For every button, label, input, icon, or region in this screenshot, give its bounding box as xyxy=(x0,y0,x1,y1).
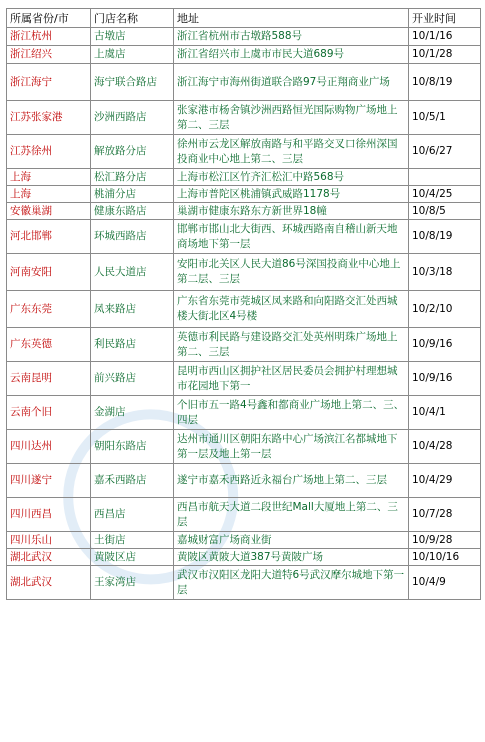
open-date-cell: 10/4/9 xyxy=(409,566,481,600)
store-name-cell: 王家湾店 xyxy=(91,566,174,600)
province-cell: 四川西昌 xyxy=(7,498,91,532)
address-cell: 上海市普陀区桃浦镇武威路1178号 xyxy=(174,186,409,203)
province-cell: 江苏张家港 xyxy=(7,101,91,135)
header-address: 地址 xyxy=(174,9,409,28)
store-name-cell: 利民路店 xyxy=(91,328,174,362)
open-date-cell: 10/2/10 xyxy=(409,291,481,328)
province-cell: 湖北武汉 xyxy=(7,549,91,566)
table-row xyxy=(7,135,481,169)
store-name-cell: 人民大道店 xyxy=(91,254,174,291)
address-cell: 达州市通川区朝阳东路中心广场滨江名都城地下第一层及地上第一层 xyxy=(174,430,409,464)
header-province: 所属省份/市 xyxy=(7,9,91,28)
table-row xyxy=(7,254,481,291)
table-row xyxy=(7,291,481,328)
address-cell: 嘉城财富广场商业街 xyxy=(174,532,409,549)
table-row xyxy=(7,362,481,396)
province-cell: 广东东莞 xyxy=(7,291,91,328)
table-row xyxy=(7,46,481,64)
store-name-cell: 黄陂区店 xyxy=(91,549,174,566)
store-name-cell: 松汇路分店 xyxy=(91,169,174,186)
open-date-cell: 10/4/25 xyxy=(409,186,481,203)
province-cell: 安徽巢湖 xyxy=(7,203,91,220)
province-cell: 四川达州 xyxy=(7,430,91,464)
table-row xyxy=(7,186,481,203)
store-name-cell: 嘉禾西路店 xyxy=(91,464,174,498)
open-date-cell: 10/4/1 xyxy=(409,396,481,430)
store-name-cell: 土街店 xyxy=(91,532,174,549)
open-date-cell: 10/9/28 xyxy=(409,532,481,549)
store-name-cell: 环城西路店 xyxy=(91,220,174,254)
open-date-cell: 10/7/28 xyxy=(409,498,481,532)
address-cell: 个旧市五一路4号鑫和都商业广场地上第二、三、四层 xyxy=(174,396,409,430)
province-cell: 河南安阳 xyxy=(7,254,91,291)
address-cell: 黄陂区黄陂大道387号黄陂广场 xyxy=(174,549,409,566)
province-cell: 浙江杭州 xyxy=(7,28,91,46)
open-date-cell: 10/3/18 xyxy=(409,254,481,291)
table-row xyxy=(7,28,481,46)
open-date-cell: 10/4/29 xyxy=(409,464,481,498)
table-row xyxy=(7,549,481,566)
table-row xyxy=(7,498,481,532)
address-cell: 巢湖市健康东路东方新世界18幢 xyxy=(174,203,409,220)
store-name-cell: 凤来路店 xyxy=(91,291,174,328)
open-date-cell: 10/8/19 xyxy=(409,64,481,101)
store-name-cell: 西昌店 xyxy=(91,498,174,532)
store-name-cell: 健康东路店 xyxy=(91,203,174,220)
store-name-cell: 朝阳东路店 xyxy=(91,430,174,464)
address-cell: 英德市利民路与建设路交汇处英州明珠广场地上第二、三层 xyxy=(174,328,409,362)
open-date-cell: 10/9/16 xyxy=(409,328,481,362)
open-date-cell: 10/4/28 xyxy=(409,430,481,464)
province-cell: 云南昆明 xyxy=(7,362,91,396)
store-name-cell: 桃浦分店 xyxy=(91,186,174,203)
table-row xyxy=(7,169,481,186)
table-row xyxy=(7,464,481,498)
province-cell: 四川遂宁 xyxy=(7,464,91,498)
province-cell: 江苏徐州 xyxy=(7,135,91,169)
open-date-cell: 10/8/19 xyxy=(409,220,481,254)
address-cell: 邯郸市邯山北大街西、环城西路南自稽山新天地商场地下第一层 xyxy=(174,220,409,254)
address-cell: 安阳市北关区人民大道86号深国投商业中心地上第二层、三层 xyxy=(174,254,409,291)
address-cell: 武汉市汉阳区龙阳大道特6号武汉摩尔城地下第一层 xyxy=(174,566,409,600)
address-cell: 浙江省绍兴市上虞市市民大道689号 xyxy=(174,46,409,64)
open-date-cell: 10/6/27 xyxy=(409,135,481,169)
province-cell: 云南个旧 xyxy=(7,396,91,430)
province-cell: 浙江海宁 xyxy=(7,64,91,101)
address-cell: 广东省东莞市莞城区凤来路和向阳路交汇处西城楼大街北区4号楼 xyxy=(174,291,409,328)
table-row xyxy=(7,566,481,600)
store-table xyxy=(6,8,481,600)
open-date-cell: 10/8/5 xyxy=(409,203,481,220)
open-date-cell xyxy=(409,169,481,186)
table-body xyxy=(7,28,481,600)
store-name-cell: 前兴路店 xyxy=(91,362,174,396)
open-date-cell: 10/1/16 xyxy=(409,28,481,46)
store-name-cell: 沙洲西路店 xyxy=(91,101,174,135)
table-row xyxy=(7,64,481,101)
address-cell: 张家港市杨舍镇沙洲西路恒光国际购物广场地上第二、三层 xyxy=(174,101,409,135)
address-cell: 上海市松江区竹齐汇松汇中路568号 xyxy=(174,169,409,186)
table-row xyxy=(7,532,481,549)
store-name-cell: 古墩店 xyxy=(91,28,174,46)
header-open-date: 开业时间 xyxy=(409,9,481,28)
address-cell: 浙江省杭州市古墩路588号 xyxy=(174,28,409,46)
table-row xyxy=(7,203,481,220)
province-cell: 四川乐山 xyxy=(7,532,91,549)
table-header-row xyxy=(7,9,481,28)
store-name-cell: 上虞店 xyxy=(91,46,174,64)
header-store-name: 门店名称 xyxy=(91,9,174,28)
address-cell: 浙江海宁市海州街道联合路97号正翔商业广场 xyxy=(174,64,409,101)
table-row xyxy=(7,328,481,362)
table-row xyxy=(7,430,481,464)
address-cell: 徐州市云龙区解放南路与和平路交叉口徐州深国投商业中心地上第二、三层 xyxy=(174,135,409,169)
store-name-cell: 海宁联合路店 xyxy=(91,64,174,101)
table-row xyxy=(7,396,481,430)
address-cell: 遂宁市嘉禾西路近永福台广场地上第二、三层 xyxy=(174,464,409,498)
open-date-cell: 10/9/16 xyxy=(409,362,481,396)
table-row xyxy=(7,220,481,254)
province-cell: 上海 xyxy=(7,186,91,203)
store-name-cell: 解放路分店 xyxy=(91,135,174,169)
open-date-cell: 10/5/1 xyxy=(409,101,481,135)
address-cell: 昆明市西山区拥护社区居民委员会拥护村理想城市花园地下第一 xyxy=(174,362,409,396)
open-date-cell: 10/10/16 xyxy=(409,549,481,566)
open-date-cell: 10/1/28 xyxy=(409,46,481,64)
province-cell: 上海 xyxy=(7,169,91,186)
province-cell: 浙江绍兴 xyxy=(7,46,91,64)
store-name-cell: 金湖店 xyxy=(91,396,174,430)
province-cell: 河北邯郸 xyxy=(7,220,91,254)
province-cell: 湖北武汉 xyxy=(7,566,91,600)
province-cell: 广东英德 xyxy=(7,328,91,362)
table-row xyxy=(7,101,481,135)
address-cell: 西昌市航天大道二段世纪Mall大厦地上第二、三层 xyxy=(174,498,409,532)
